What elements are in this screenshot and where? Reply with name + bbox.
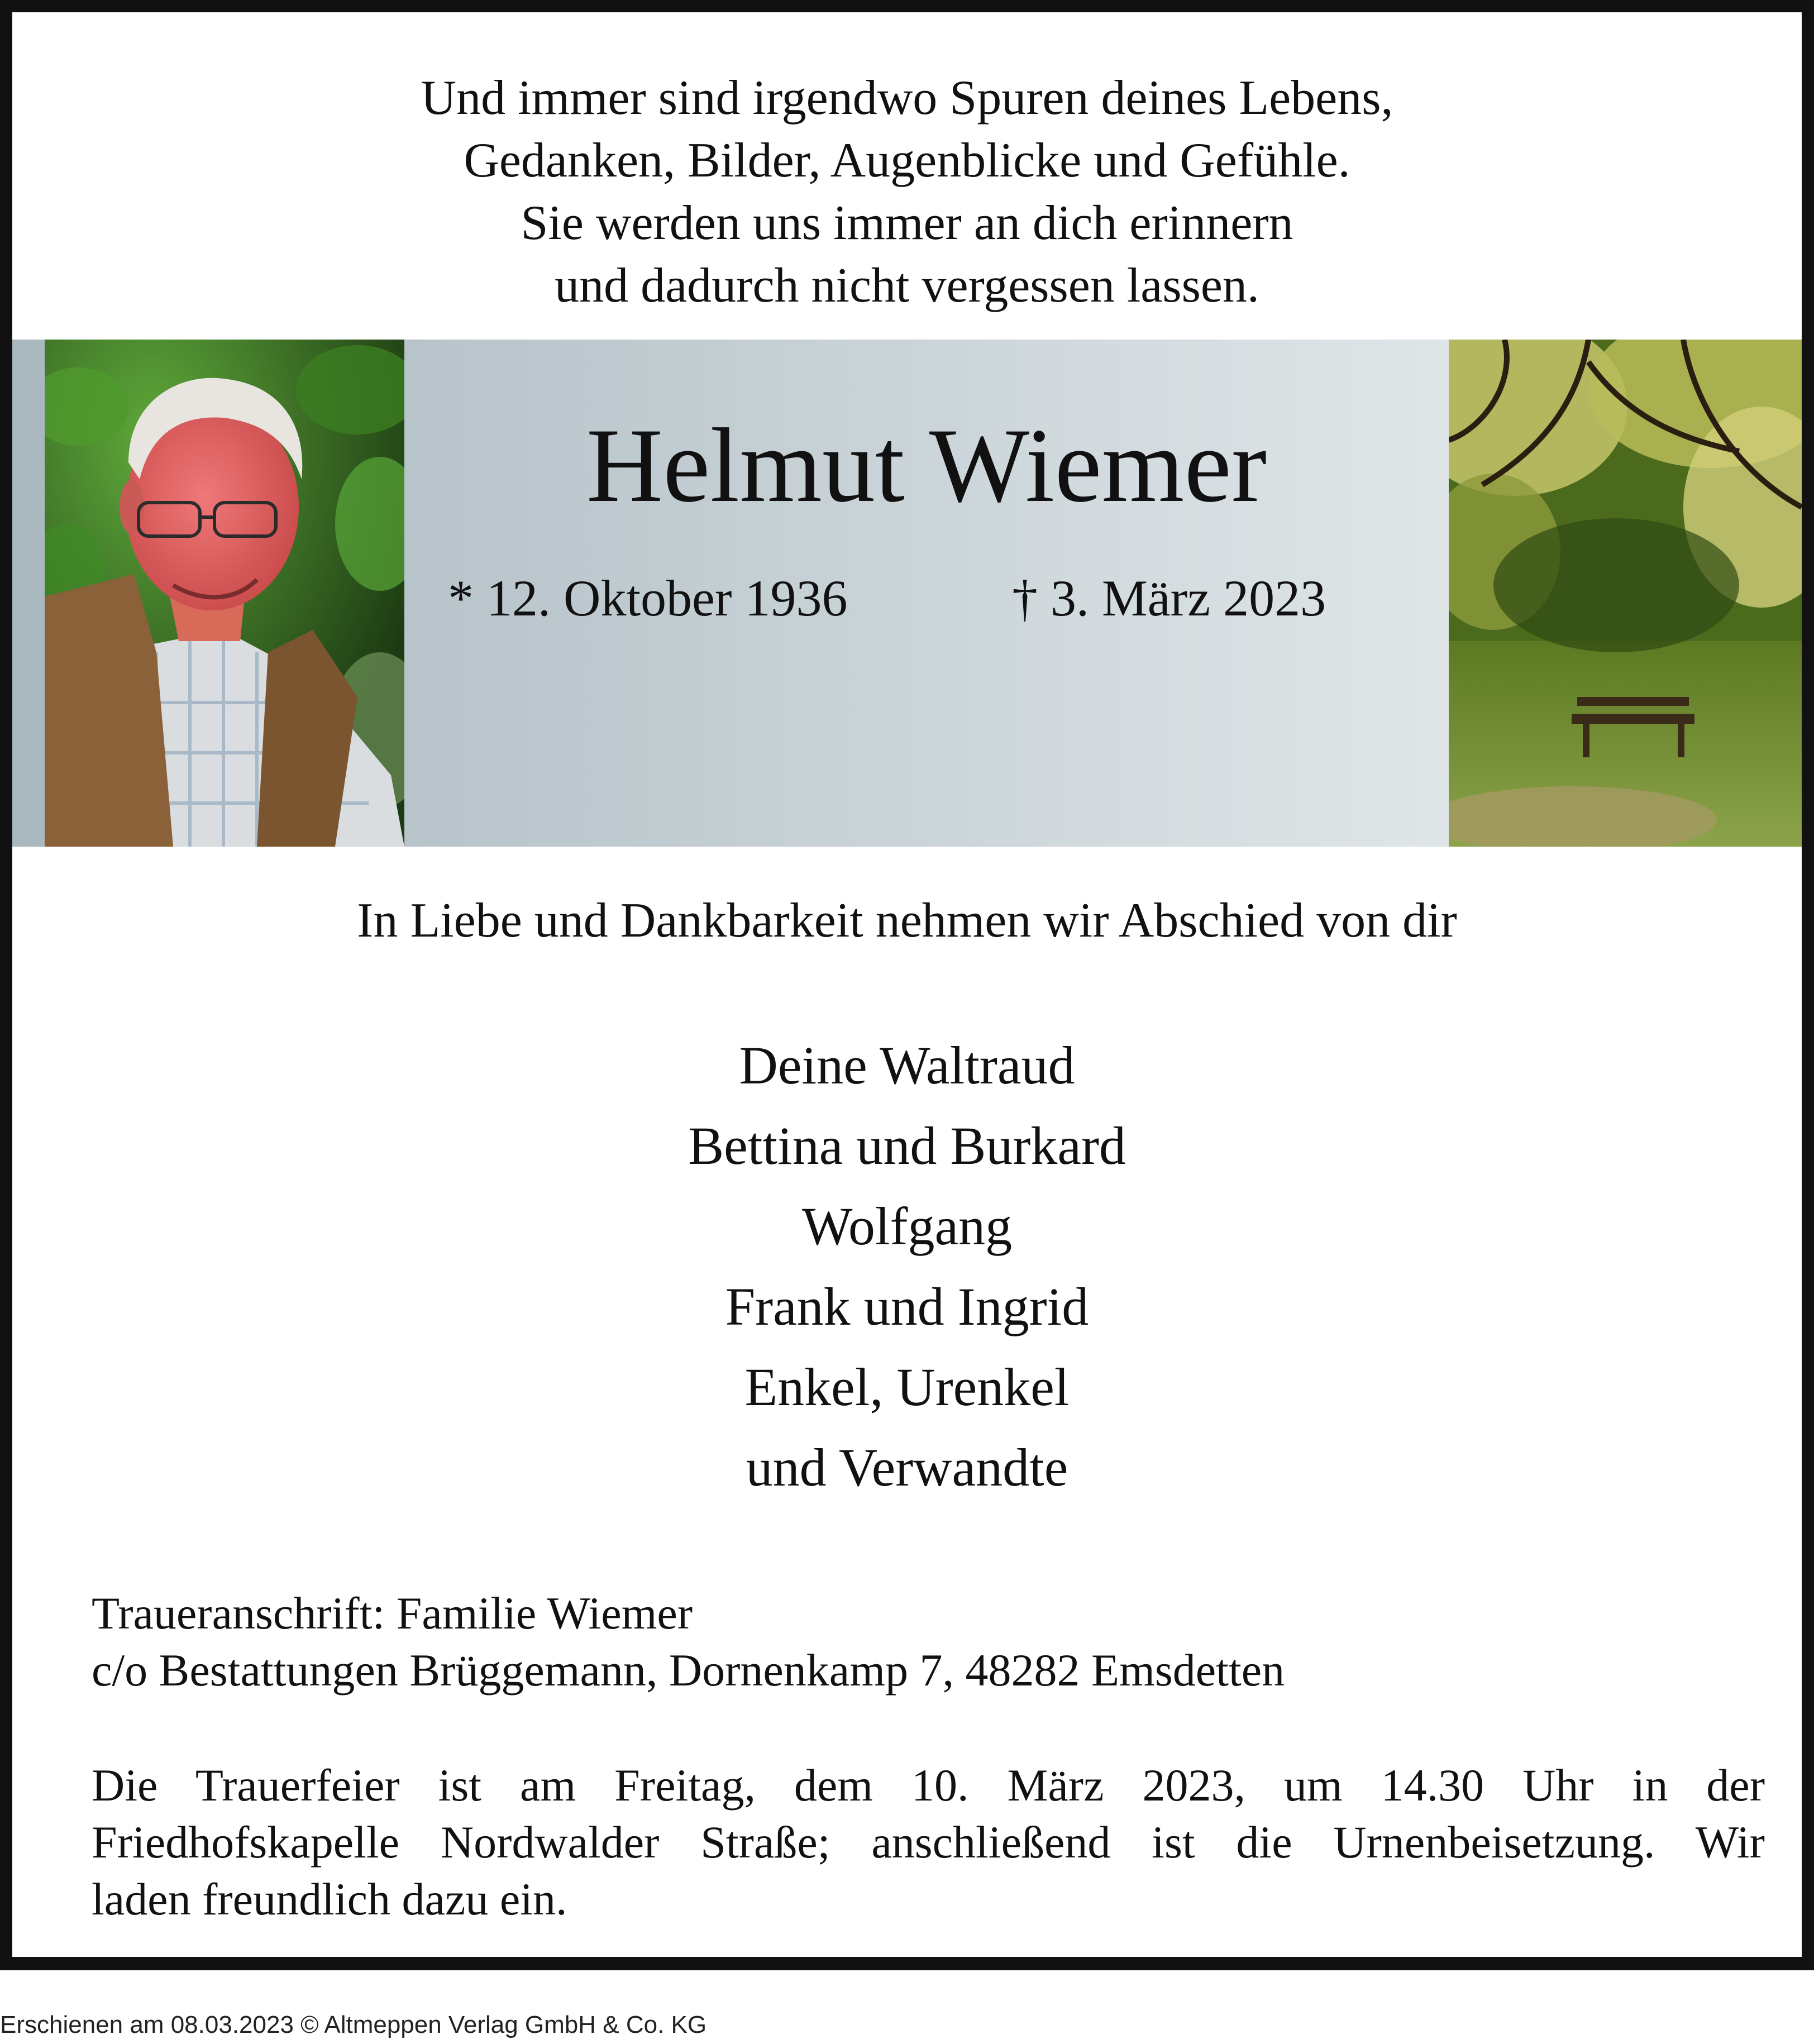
ceremony-details xyxy=(92,1757,1765,1928)
birth-date: * 12. Oktober 1936 xyxy=(448,570,848,627)
address-line-1: Traueranschrift: Familie Wiemer xyxy=(92,1588,693,1639)
mourning-address xyxy=(92,1585,1285,1699)
ceremony-line: laden freundlich dazu ein. xyxy=(92,1874,567,1924)
poem-line: Gedanken, Bilder, Augenblicke und Gefühle. xyxy=(464,133,1350,188)
mourner: Deine Waltraud xyxy=(739,1035,1075,1095)
farewell-line: In Liebe und Dankbarkeit nehmen wir Abschied von dir xyxy=(357,894,1457,948)
poem-line: und dadurch nicht vergessen lassen. xyxy=(555,259,1259,313)
mourner: und Verwandte xyxy=(746,1438,1068,1497)
address-line-2: c/o Bestattungen Brüggemann, Dornenkamp 7, 48282 Emsdetten xyxy=(92,1645,1285,1696)
name-banner xyxy=(12,340,1802,847)
park-bench-photo xyxy=(1449,340,1802,847)
mourner: Enkel, Urenkel xyxy=(744,1357,1070,1417)
deceased-name: Helmut Wiemer xyxy=(586,407,1267,524)
poem-line: Und immer sind irgendwo Spuren deines Lebens, xyxy=(421,71,1393,125)
ceremony-line: Friedhofskapelle Nordwalder Straße; anschließend ist die Urnenbeisetzung. Wir xyxy=(92,1817,1765,1868)
memorial-poem xyxy=(12,67,1802,317)
mourner: Bettina und Burkard xyxy=(688,1116,1126,1176)
portrait-photo xyxy=(45,340,404,847)
poem-line: Sie werden uns immer an dich erinnern xyxy=(521,196,1293,250)
mourner: Frank und Ingrid xyxy=(725,1277,1089,1336)
publication-footer: Erschienen am 08.03.2023 © Altmeppen Verlag GmbH & Co. KG xyxy=(0,2011,707,2038)
ceremony-line: Die Trauerfeier ist am Freitag, dem 10. März 2023, um 14.30 Uhr in der xyxy=(92,1760,1765,1811)
mourner: Wolfgang xyxy=(801,1196,1013,1256)
death-date: † 3. März 2023 xyxy=(1012,570,1326,627)
mourners-list xyxy=(12,1025,1802,1508)
